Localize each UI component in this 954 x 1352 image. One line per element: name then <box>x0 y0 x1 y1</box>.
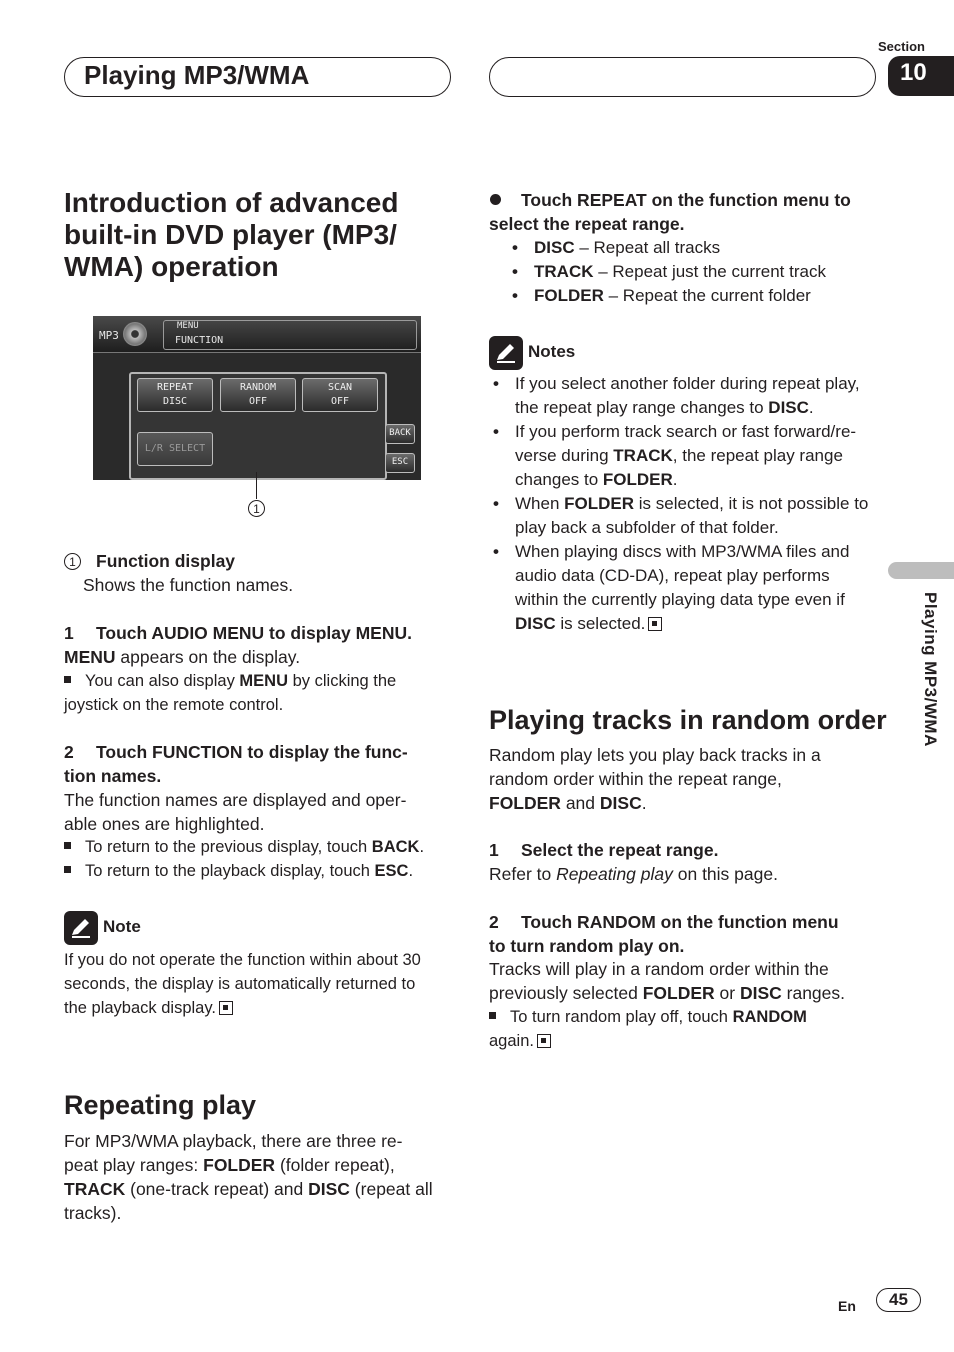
square-bullet-icon <box>64 842 71 849</box>
repeat-button[interactable] <box>137 378 213 412</box>
scan-button-label: SCAN <box>327 382 353 393</box>
random-line1: Random play lets you play back tracks in a <box>489 745 821 765</box>
notes-pencil-icon <box>489 336 523 370</box>
rs2-number: 2 <box>489 912 499 932</box>
n3-line1c: is selected, it is not possible to <box>634 494 869 513</box>
note-title: Note <box>103 917 141 936</box>
range-name: TRACK <box>534 262 594 281</box>
step2-line1: The function names are displayed and oper- <box>64 790 407 810</box>
list-item <box>515 372 885 420</box>
tip-esc-c: . <box>408 862 414 880</box>
random-button-label: RANDOM <box>239 382 277 393</box>
range-name: DISC <box>534 238 575 257</box>
range-desc: – Repeat the current folder <box>603 286 811 305</box>
end-mark-icon <box>648 617 662 631</box>
notes-title: Notes <box>528 342 576 361</box>
step2-number: 2 <box>64 742 74 762</box>
n2-line2c: , the repeat play range <box>672 446 843 465</box>
intro-heading <box>64 187 444 283</box>
n3-line2: play back a subfolder of that folder. <box>515 518 779 537</box>
range-name: FOLDER <box>534 286 604 305</box>
rs2-tip-a: To turn random play off, touch <box>510 1008 733 1026</box>
rs2-tip-c: again. <box>489 1032 534 1050</box>
random-button-value: OFF <box>248 396 268 407</box>
page-number: 45 <box>876 1288 921 1312</box>
n2-line3a: changes to <box>515 470 603 489</box>
list-item <box>515 420 885 492</box>
list-item <box>534 260 826 284</box>
tip-back-a: To return to the previous display, touch <box>85 838 372 856</box>
rs2-text <box>489 957 889 1005</box>
step1-tip-c: by clicking the <box>288 672 397 690</box>
list-item <box>534 236 826 260</box>
side-tab-marker <box>888 562 954 579</box>
step1-rest: appears on the display. <box>115 647 301 667</box>
random-line3d: . <box>641 793 647 813</box>
n4-line3: within the currently playing data type even if <box>515 590 845 609</box>
legend-description: Shows the function names. <box>83 575 294 595</box>
list-item <box>534 284 826 308</box>
square-bullet-icon <box>64 866 71 873</box>
rs2-line2e: ranges. <box>781 983 845 1003</box>
step2-line2: able ones are highlighted. <box>64 814 265 834</box>
repeat-line1: For MP3/WMA playback, there are three re- <box>64 1131 403 1151</box>
header-right-frame <box>489 57 876 97</box>
n1-line1: If you select another folder during repeat play, <box>515 374 860 393</box>
repeating-play-heading: Repeating play <box>64 1090 257 1120</box>
random-line3c: DISC <box>599 793 642 813</box>
tip-back <box>64 835 424 859</box>
n3-line1b: FOLDER <box>564 494 635 513</box>
menu-label: MENU <box>177 321 199 331</box>
rs2-tip-b: RANDOM <box>732 1008 807 1026</box>
random-button[interactable] <box>220 378 296 412</box>
end-mark-icon <box>219 1001 233 1015</box>
section-label: Section <box>878 39 925 54</box>
step1-number: 1 <box>64 623 74 643</box>
rs1-number: 1 <box>489 840 499 860</box>
n2-line2b: TRACK <box>613 446 673 465</box>
tip-back-b: BACK <box>371 838 420 856</box>
rs1-b: Repeating play <box>556 864 673 884</box>
step1-tip-b: MENU <box>239 672 289 690</box>
repeat-line3c: DISC <box>308 1179 350 1199</box>
note-line1: If you do not operate the function within about 30 <box>64 951 421 969</box>
list-item <box>515 540 885 636</box>
square-bullet-icon <box>489 1012 496 1019</box>
rs2-title-line2: to turn random play on. <box>489 936 685 956</box>
n1-line2a: the repeat play range changes to <box>515 398 769 417</box>
random-intro <box>489 743 889 815</box>
tip-esc <box>64 859 413 883</box>
repeat-line3b: (one-track repeat) and <box>125 1179 309 1199</box>
n2-line3b: FOLDER <box>602 470 673 489</box>
intro-heading-line: WMA) operation <box>64 251 279 282</box>
rs2-line2d: DISC <box>739 983 782 1003</box>
callout-line <box>256 472 257 499</box>
end-mark-icon <box>537 1034 551 1048</box>
legend-title: Function display <box>96 551 236 571</box>
range-desc: – Repeat all tracks <box>574 238 721 257</box>
square-bullet-icon <box>64 676 71 683</box>
repeat-line3a: TRACK <box>64 1179 126 1199</box>
note-line3: the playback display. <box>64 999 216 1017</box>
random-line2: random order within the repeat range, <box>489 769 782 789</box>
step2-title-line1: Touch FUNCTION to display the func- <box>96 742 408 762</box>
n2-line3c: . <box>672 470 678 489</box>
repeat-step-line1: Touch REPEAT on the function menu to <box>521 190 851 210</box>
random-heading: Playing tracks in random order <box>489 705 887 735</box>
source-disc-icon <box>123 322 147 346</box>
callout-number: 1 <box>248 500 265 517</box>
function-display-screenshot <box>93 316 421 480</box>
repeat-step-title <box>489 188 889 236</box>
intro-heading-line: built-in DVD player (MP3/ <box>64 219 397 250</box>
back-button[interactable] <box>385 424 415 444</box>
n4-line4a: DISC <box>515 614 556 633</box>
rs1-text <box>489 862 778 886</box>
n4-line4b: is selected. <box>555 614 646 633</box>
list-item <box>515 492 885 540</box>
repeat-line3d: (repeat all <box>349 1179 433 1199</box>
rs2-line2b: FOLDER <box>642 983 715 1003</box>
repeat-line4: tracks). <box>64 1203 122 1223</box>
n2-line1: If you perform track search or fast forward/re- <box>515 422 857 441</box>
back-button-label: BACK <box>389 428 411 438</box>
repeat-step-line2: select the repeat range. <box>489 214 685 234</box>
rs1-a: Refer to <box>489 864 557 884</box>
step1-tip-a: You can also display <box>85 672 240 690</box>
rs1-title: Select the repeat range. <box>521 840 719 860</box>
step1-tip <box>64 669 396 717</box>
note-line2: seconds, the display is automatically returned to <box>64 975 416 993</box>
rs1-c: on this page. <box>672 864 778 884</box>
tip-back-c: . <box>419 838 425 856</box>
repeat-line2c: (folder repeat), <box>275 1155 395 1175</box>
repeat-line2a: peat play ranges: <box>64 1155 204 1175</box>
legend-number: 1 <box>64 553 81 570</box>
n4-line2: audio data (CD-DA), repeat play performs <box>515 566 830 585</box>
step1-tip-d: joystick on the remote control. <box>64 696 284 714</box>
random-line3a: FOLDER <box>489 793 561 813</box>
side-tab-label: Playing MP3/WMA <box>921 592 940 747</box>
step1-menu: MENU <box>64 647 116 667</box>
random-line3b: and <box>560 793 600 813</box>
n3-line1a: When <box>515 494 565 513</box>
n1-line2b: DISC <box>768 398 809 417</box>
repeating-play-text <box>64 1129 454 1225</box>
header-title: Playing MP3/WMA <box>84 60 310 90</box>
tip-esc-a: To return to the playback display, touch <box>85 862 375 880</box>
notes-list <box>515 372 885 636</box>
n4-line1: When playing discs with MP3/WMA files and <box>515 542 850 561</box>
esc-button-label: ESC <box>391 457 409 467</box>
rs2-line1: Tracks will play in a random order within the <box>489 959 829 979</box>
scan-button-value: OFF <box>330 396 350 407</box>
rs2-title <box>489 910 889 958</box>
repeat-range-list <box>534 236 826 308</box>
step1-title: Touch AUDIO MENU to display MENU. <box>96 623 412 643</box>
function-label: FUNCTION <box>175 335 224 346</box>
n1-line2c: . <box>808 398 814 417</box>
step2-text <box>64 788 406 836</box>
rs2-line2c: or <box>714 983 740 1003</box>
repeat-button-label: REPEAT <box>156 382 194 393</box>
step1-text <box>64 645 300 669</box>
lr-select-label: L/R SELECT <box>144 443 206 454</box>
lr-select-button[interactable] <box>137 432 213 466</box>
note-pencil-icon <box>64 911 98 945</box>
esc-button[interactable] <box>385 453 415 473</box>
n2-line2a: verse during <box>515 446 614 465</box>
intro-heading-line: Introduction of advanced <box>64 187 399 218</box>
language-label: En <box>838 1298 856 1314</box>
range-desc: – Repeat just the current track <box>593 262 826 281</box>
tip-esc-b: ESC <box>374 862 409 880</box>
rs2-line2a: previously selected <box>489 983 643 1003</box>
step2-title-line2: tion names. <box>64 766 162 786</box>
repeat-button-value: DISC <box>162 396 188 407</box>
section-number: 10 <box>888 56 954 96</box>
note-text <box>64 948 421 1020</box>
source-label: MP3 <box>99 329 119 342</box>
rs2-title-line1: Touch RANDOM on the function menu <box>521 912 839 932</box>
rs2-tip <box>489 1005 807 1053</box>
repeat-line2b: FOLDER <box>203 1155 276 1175</box>
scan-button[interactable] <box>302 378 378 412</box>
step2-title <box>64 740 454 788</box>
